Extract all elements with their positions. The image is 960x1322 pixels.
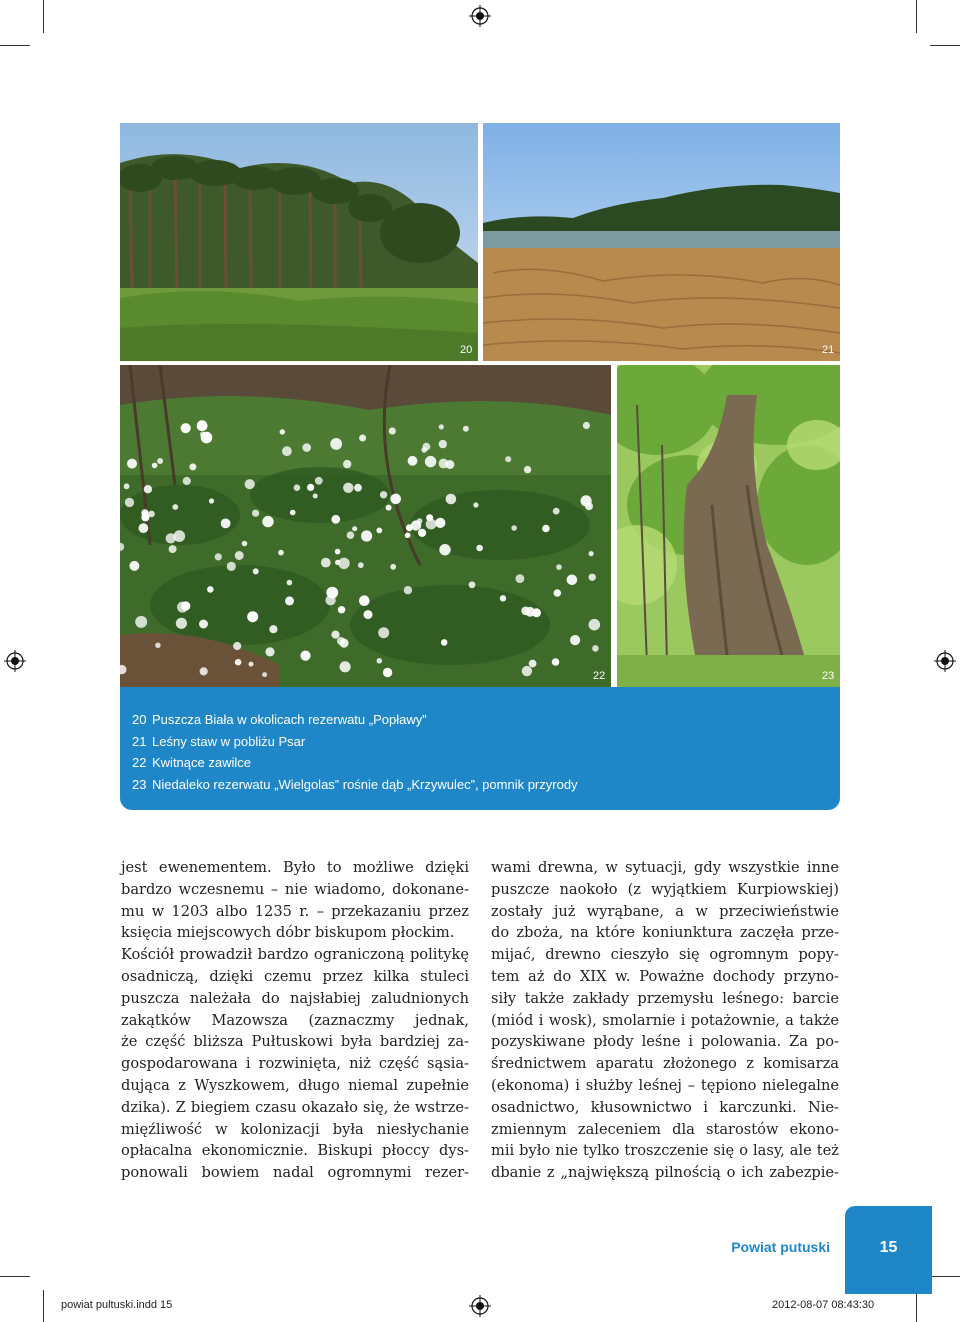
photo-number: 22 [593, 670, 606, 682]
text-line: opłacalna ekonomicznie. Biskupi płoccy dys- [121, 1142, 469, 1160]
caption-list [132, 709, 578, 795]
text-line: siły także zakłady przemysłu leśnego: barcie [491, 989, 839, 1007]
text-line: osadniczą, dzięki czemu przez kilka stuleci [121, 967, 469, 985]
caption-item: 21 Leśny staw w pobliżu Psar [132, 733, 306, 749]
body-column-left [121, 857, 469, 1184]
text-line: średnictwem aparatu złożonego z komisarza [491, 1055, 839, 1073]
page-number-tab [845, 1206, 932, 1294]
text-line: puszcze naokoło (z wyjątkiem Kurpiowskiej) [491, 880, 839, 898]
body-column-right [491, 857, 839, 1184]
crop-mark [0, 45, 30, 46]
text-line: do zboża, na które koniunktura zaczęła prze- [491, 924, 839, 942]
text-line: ponowali bowiem nadal ogromnymi rezer- [121, 1164, 469, 1182]
text-line: (miód i wosk), smolarnie i potażownie, a także [491, 1011, 839, 1029]
running-footer-title: Powiat putuski [731, 1239, 830, 1255]
text-line: mijać, drewno cieszyło się ogromnym popy- [491, 946, 839, 964]
photo-pine-forest [120, 123, 478, 361]
text-line: bardzo wczesnemu – nie wiadomo, dokonane- [121, 880, 469, 898]
text-line: zakątków Mazowsza (zaznaczmy jednak, [121, 1011, 469, 1029]
registration-mark-icon [469, 5, 491, 27]
text-line: mu w 1203 albo 1235 r. – przekazaniu przez [121, 902, 469, 920]
caption-panel [120, 687, 840, 810]
text-line: pozyskiwane płody leśne i polowania. Za po- [491, 1033, 839, 1051]
text-line: dzika). Z biegiem czasu okazało się, że wstrze- [121, 1098, 469, 1116]
crop-mark [916, 1290, 917, 1322]
text-line: Kościół prowadził bardzo ograniczoną politykę [121, 946, 469, 964]
registration-mark-icon [934, 650, 956, 672]
crop-mark [916, 0, 917, 33]
text-line: że część bliższa Pułtuskowi była bardziej za- [121, 1033, 469, 1051]
photo-number: 23 [822, 670, 835, 682]
registration-mark-icon [469, 1295, 491, 1317]
text-line: (ekonoma) i służby leśnej – tępiono nielegalne [491, 1076, 839, 1094]
photo-number: 21 [822, 344, 835, 356]
caption-item: 22 Kwitnące zawilce [132, 755, 251, 770]
registration-mark-icon [4, 650, 26, 672]
photo-anemones [120, 365, 611, 687]
crop-mark [43, 0, 44, 33]
slug-timestamp: 2012-08-07 08:43:30 [772, 1299, 875, 1311]
text-line: puszcza należała do najsłabiej zaludnionych [121, 989, 469, 1007]
photo-number: 20 [460, 344, 473, 356]
crop-mark [43, 1290, 44, 1322]
crop-mark [930, 45, 960, 46]
text-line: dująca z Wyszkowem, długo niemal zupełnie [121, 1076, 469, 1094]
slug-filename: powiat pultuski.indd 15 [61, 1299, 173, 1311]
text-line: księcia miejscowych dóbr biskupom płockim. [121, 924, 455, 942]
text-line: osadnictwo, kłusownictwo i karczunki. Nie- [491, 1098, 839, 1116]
crop-mark [930, 1276, 960, 1277]
text-line: tem aż do XIX w. Poważne dochody przyno- [491, 967, 839, 985]
caption-item: 23 Niedaleko rezerwatu „Wielgolas” rośnie dąb „Krzywulec”, pomnik przyrody [132, 776, 578, 792]
text-line: mii było nie tylko troszczenie się o lasy, ale też [491, 1142, 839, 1160]
text-line: mięźliwość w kolonizacji była niesłychanie [121, 1120, 469, 1138]
text-line: zostały już wyrąbane, a w przeciwieństwie [491, 902, 839, 920]
text-line: gospodarowana i rozwinięta, niż część sąsia- [121, 1055, 469, 1073]
photo-forest-pond [483, 123, 840, 361]
caption-item: 20 Puszcza Biała w okolicach rezerwatu „Popławy” [132, 712, 427, 727]
text-line: jest ewenementem. Było to możliwe dzięki [121, 859, 469, 876]
text-line: dbanie z „największą pilnością o ich zabezpie- [491, 1164, 839, 1182]
text-line: zmiennym zaleceniem dla starostów ekono- [491, 1120, 839, 1138]
text-line: wami drewna, w sytuacji, gdy wszystkie inne [491, 859, 839, 876]
crop-mark [0, 1276, 30, 1277]
page-number: 15 [879, 1239, 898, 1256]
photo-oak-tree [617, 365, 840, 687]
